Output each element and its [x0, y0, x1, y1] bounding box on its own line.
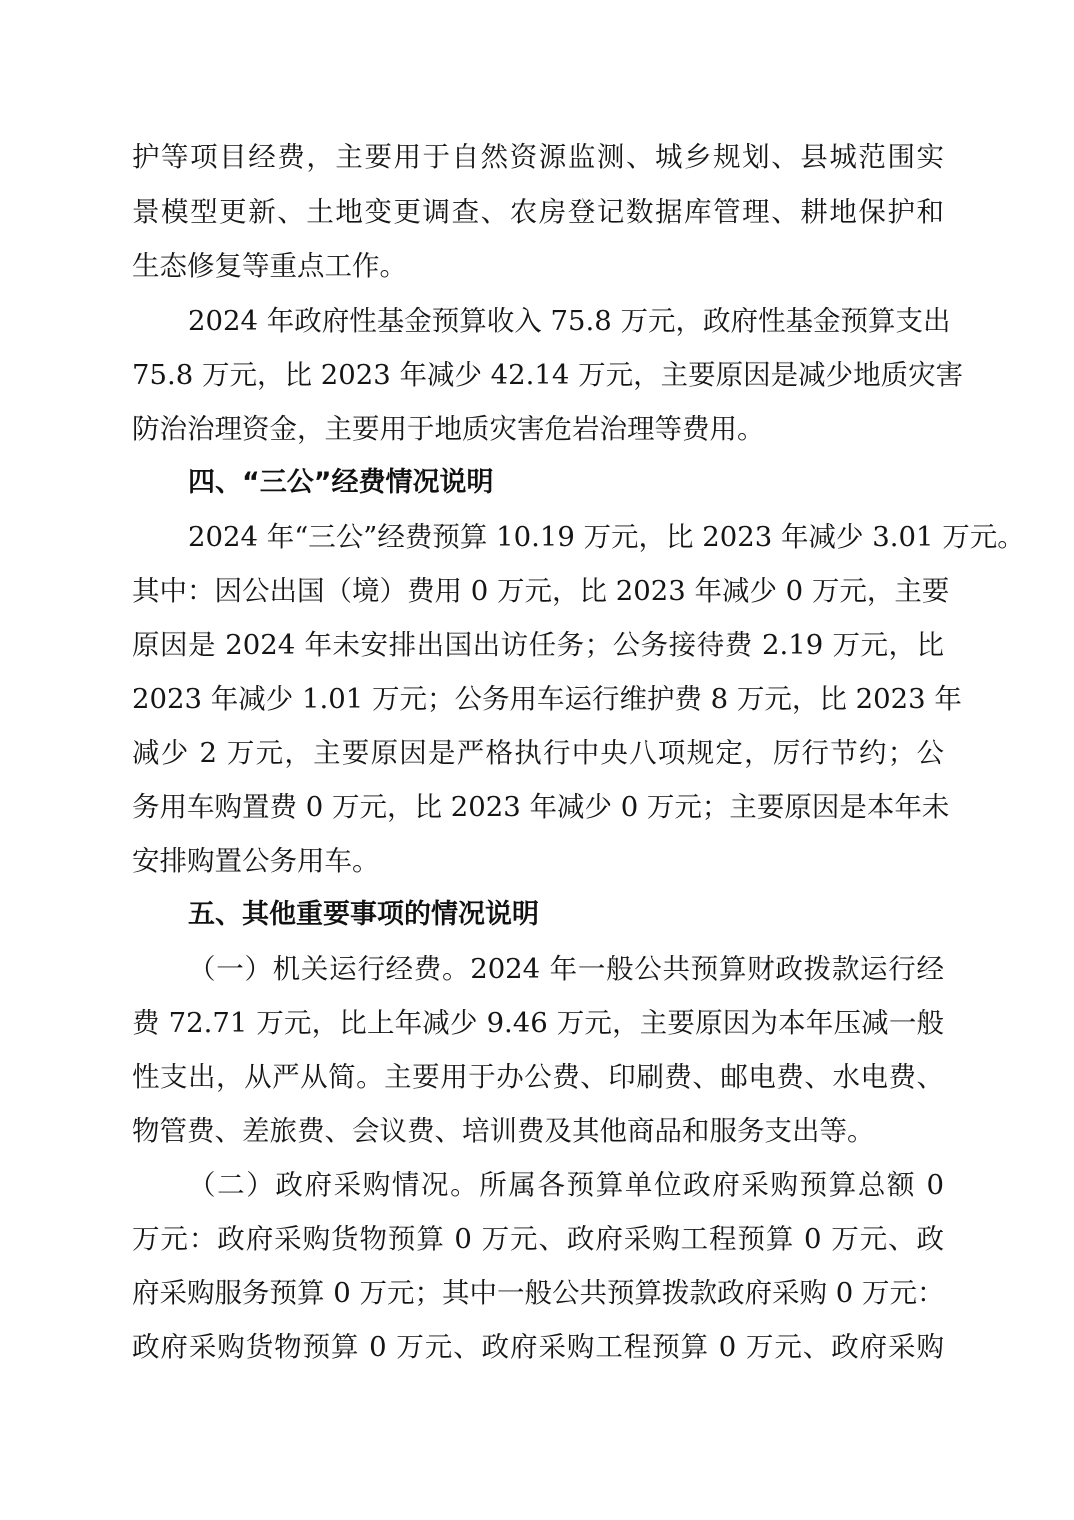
paragraph-line: 2023 年减少 1.01 万元；公务用车运行维护费 8 万元，比 2023 年: [132, 683, 962, 715]
paragraph-line: 生态修复等重点工作。: [132, 250, 407, 282]
paragraph-line: 务用车购置费 0 万元，比 2023 年减少 0 万元；主要原因是本年未: [132, 791, 950, 823]
paragraph-line: （一）机关运行经费。2024 年一般公共预算财政拨款运行经: [188, 953, 944, 985]
paragraph-line: 安排购置公务用车。: [132, 845, 380, 877]
paragraph-line: 2024 年政府性基金预算收入 75.8 万元，政府性基金预算支出: [188, 305, 951, 337]
paragraph-line: 其中：因公出国（境）费用 0 万元，比 2023 年减少 0 万元，主要: [132, 575, 950, 607]
section-heading-four: 四、“三公”经费情况说明: [188, 467, 494, 498]
paragraph-line: 防治治理资金，主要用于地质灾害危岩治理等费用。: [132, 413, 765, 445]
paragraph-line: 费 72.71 万元，比上年减少 9.46 万元，主要原因为本年压减一般: [132, 1007, 944, 1039]
paragraph-line: 性支出，从严从简。主要用于办公费、印刷费、邮电费、水电费、: [132, 1061, 944, 1093]
paragraph-line: 景模型更新、土地变更调查、农房登记数据库管理、耕地保护和: [132, 196, 944, 228]
paragraph-line: 原因是 2024 年未安排出国出访任务；公务接待费 2.19 万元，比: [132, 629, 944, 661]
paragraph-line: 75.8 万元，比 2023 年减少 42.14 万元，主要原因是减少地质灾害: [132, 359, 964, 391]
paragraph-line: 护等项目经费，主要用于自然资源监测、城乡规划、县城范围实: [132, 141, 944, 173]
section-heading-five: 五、其他重要事项的情况说明: [188, 899, 539, 930]
paragraph-line: 物管费、差旅费、会议费、培训费及其他商品和服务支出等。: [132, 1115, 875, 1147]
paragraph-line: 政府采购货物预算 0 万元、政府采购工程预算 0 万元、政府采购: [132, 1331, 944, 1363]
paragraph-line: （二）政府采购情况。所属各预算单位政府采购预算总额 0: [188, 1169, 944, 1201]
paragraph-line: 减少 2 万元，主要原因是严格执行中央八项规定，厉行节约；公: [132, 737, 944, 769]
paragraph-line: 万元：政府采购货物预算 0 万元、政府采购工程预算 0 万元、政: [132, 1223, 944, 1255]
paragraph-line: 2024 年“三公”经费预算 10.19 万元，比 2023 年减少 3.01 万元。: [188, 521, 1025, 553]
paragraph-line: 府采购服务预算 0 万元；其中一般公共预算拨款政府采购 0 万元：: [132, 1277, 945, 1309]
